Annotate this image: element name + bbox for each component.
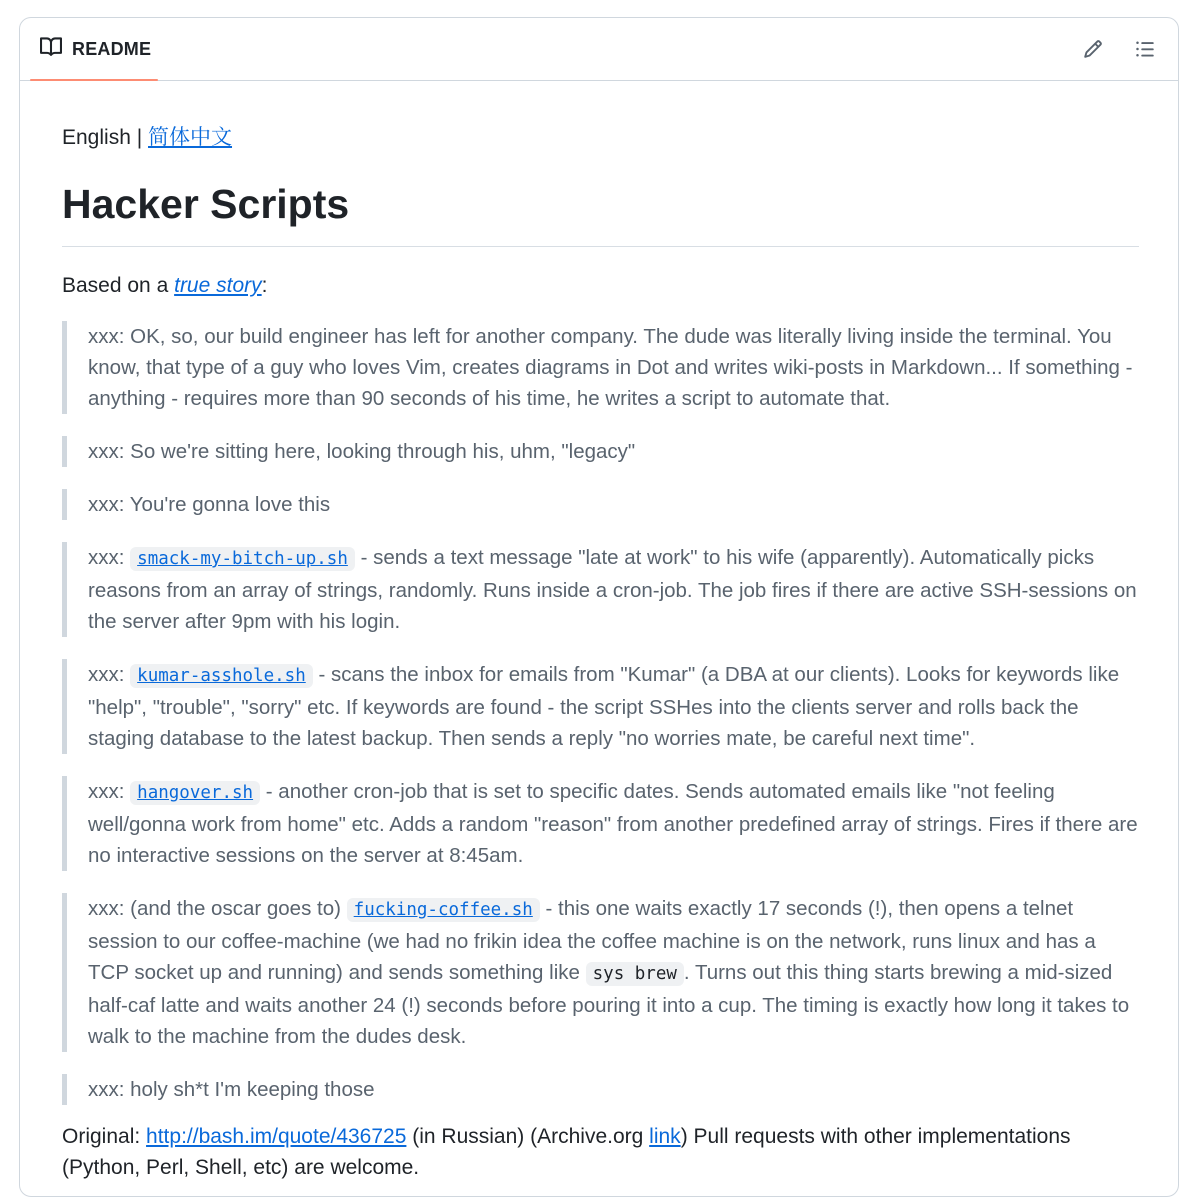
readme-tab[interactable]	[32, 18, 163, 80]
intro-suffix: :	[261, 274, 268, 297]
quote-text: xxx: You're gonna love this	[88, 493, 331, 516]
script-code-chip	[347, 898, 540, 922]
book-icon	[40, 36, 62, 63]
script-code-chip	[130, 781, 260, 805]
original-suffix-text: ) Pull requests with other implementations (Python, Perl, Shell, etc) are welcome.	[62, 1125, 1071, 1179]
page-title: Hacker Scripts	[62, 176, 1139, 247]
quote-text: - this one waits exactly 17 seconds (!), then opens a telnet session to our coffee-machine (we had no frikin idea the coffee machine is on the network, runs linux and has a TCP socket up and running) and sends something like	[88, 897, 1096, 984]
intro-text: Based on a	[62, 274, 169, 297]
script-link-kumar[interactable]: kumar-asshole.sh	[137, 666, 306, 686]
quote-block-3	[62, 489, 1139, 520]
language-current: English |	[62, 126, 143, 149]
quote-block-7	[62, 893, 1139, 1052]
language-link-chinese[interactable]: 简体中文	[148, 126, 233, 149]
quote-text: . Turns out this thing starts brewing a mid-sized half-caf latte and waits another 24 (!) seconds before pouring it into a cup. The timing is exactly how long it takes to walk to the machine from the dudes desk.	[88, 961, 1130, 1048]
script-code-chip	[130, 547, 355, 571]
intro-paragraph	[62, 271, 1139, 301]
script-link-coffee[interactable]: fucking-coffee.sh	[353, 900, 533, 920]
true-story-link[interactable]: true story	[174, 274, 262, 297]
quote-block-6	[62, 776, 1139, 871]
quote-prefix: xxx: (and the oscar goes to)	[88, 897, 341, 920]
original-url-link[interactable]: http://bash.im/quote/436725	[146, 1125, 407, 1148]
quote-prefix: xxx:	[88, 780, 125, 803]
quote-text: - scans the inbox for emails from "Kumar" (a DBA at our clients). Looks for keywords like "help", "trouble", "sorry" etc. If keywords are found - the script SSHes into the clients server and rolls back the staging database to the latest backup. Then sends a reply "no worries mate, be careful next time".	[88, 663, 1120, 750]
pencil-icon[interactable]	[1080, 36, 1106, 62]
original-middle-text: (in Russian) (Archive.org	[412, 1125, 644, 1148]
readme-header	[20, 18, 1178, 81]
readme-card	[19, 17, 1179, 1197]
quote-block-4	[62, 542, 1139, 637]
quote-text: - another cron-job that is set to specific dates. Sends automated emails like "not feeling well/gonna work from home" etc. Adds a random "reason" from another predefined array of strings. Fires if there are no interactive sessions on the server at 8:45am.	[88, 780, 1138, 867]
archive-link[interactable]: link	[649, 1125, 681, 1148]
script-code-chip	[130, 664, 313, 688]
script-link-hangover[interactable]: hangover.sh	[137, 783, 254, 803]
script-link-smack[interactable]: smack-my-bitch-up.sh	[137, 549, 348, 569]
quote-block-5	[62, 659, 1139, 754]
original-prefix: Original:	[62, 1125, 141, 1148]
quote-block-2	[62, 436, 1139, 467]
quote-block-8	[62, 1074, 1139, 1105]
inline-code-sys-brew: sys brew	[586, 962, 684, 986]
readme-tab-label: README	[72, 38, 152, 59]
quote-text: xxx: OK, so, our build engineer has left for another company. The dude was literally living inside the terminal. You know, that type of a guy who loves Vim, creates diagrams in Dot and writes wiki-posts in Markdown... If something - anything - requires more than 90 seconds of his time, he writes a script to automate that.	[88, 325, 1133, 410]
outline-list-icon[interactable]	[1132, 36, 1158, 62]
original-source-paragraph	[62, 1121, 1139, 1183]
quote-prefix: xxx:	[88, 663, 125, 686]
readme-body	[62, 80, 1139, 1183]
quote-text: xxx: So we're sitting here, looking through his, uhm, "legacy"	[88, 440, 636, 463]
language-switcher	[62, 124, 1139, 152]
quote-prefix: xxx:	[88, 546, 125, 569]
quote-text: - sends a text message "late at work" to his wife (apparently). Automatically picks reasons from an array of strings, randomly. Runs inside a cron-job. The job fires if there are active SSH-sessions on the server after 9pm with his login.	[88, 546, 1137, 633]
quote-block-1	[62, 321, 1139, 414]
quote-text: xxx: holy sh*t I'm keeping those	[88, 1078, 375, 1101]
